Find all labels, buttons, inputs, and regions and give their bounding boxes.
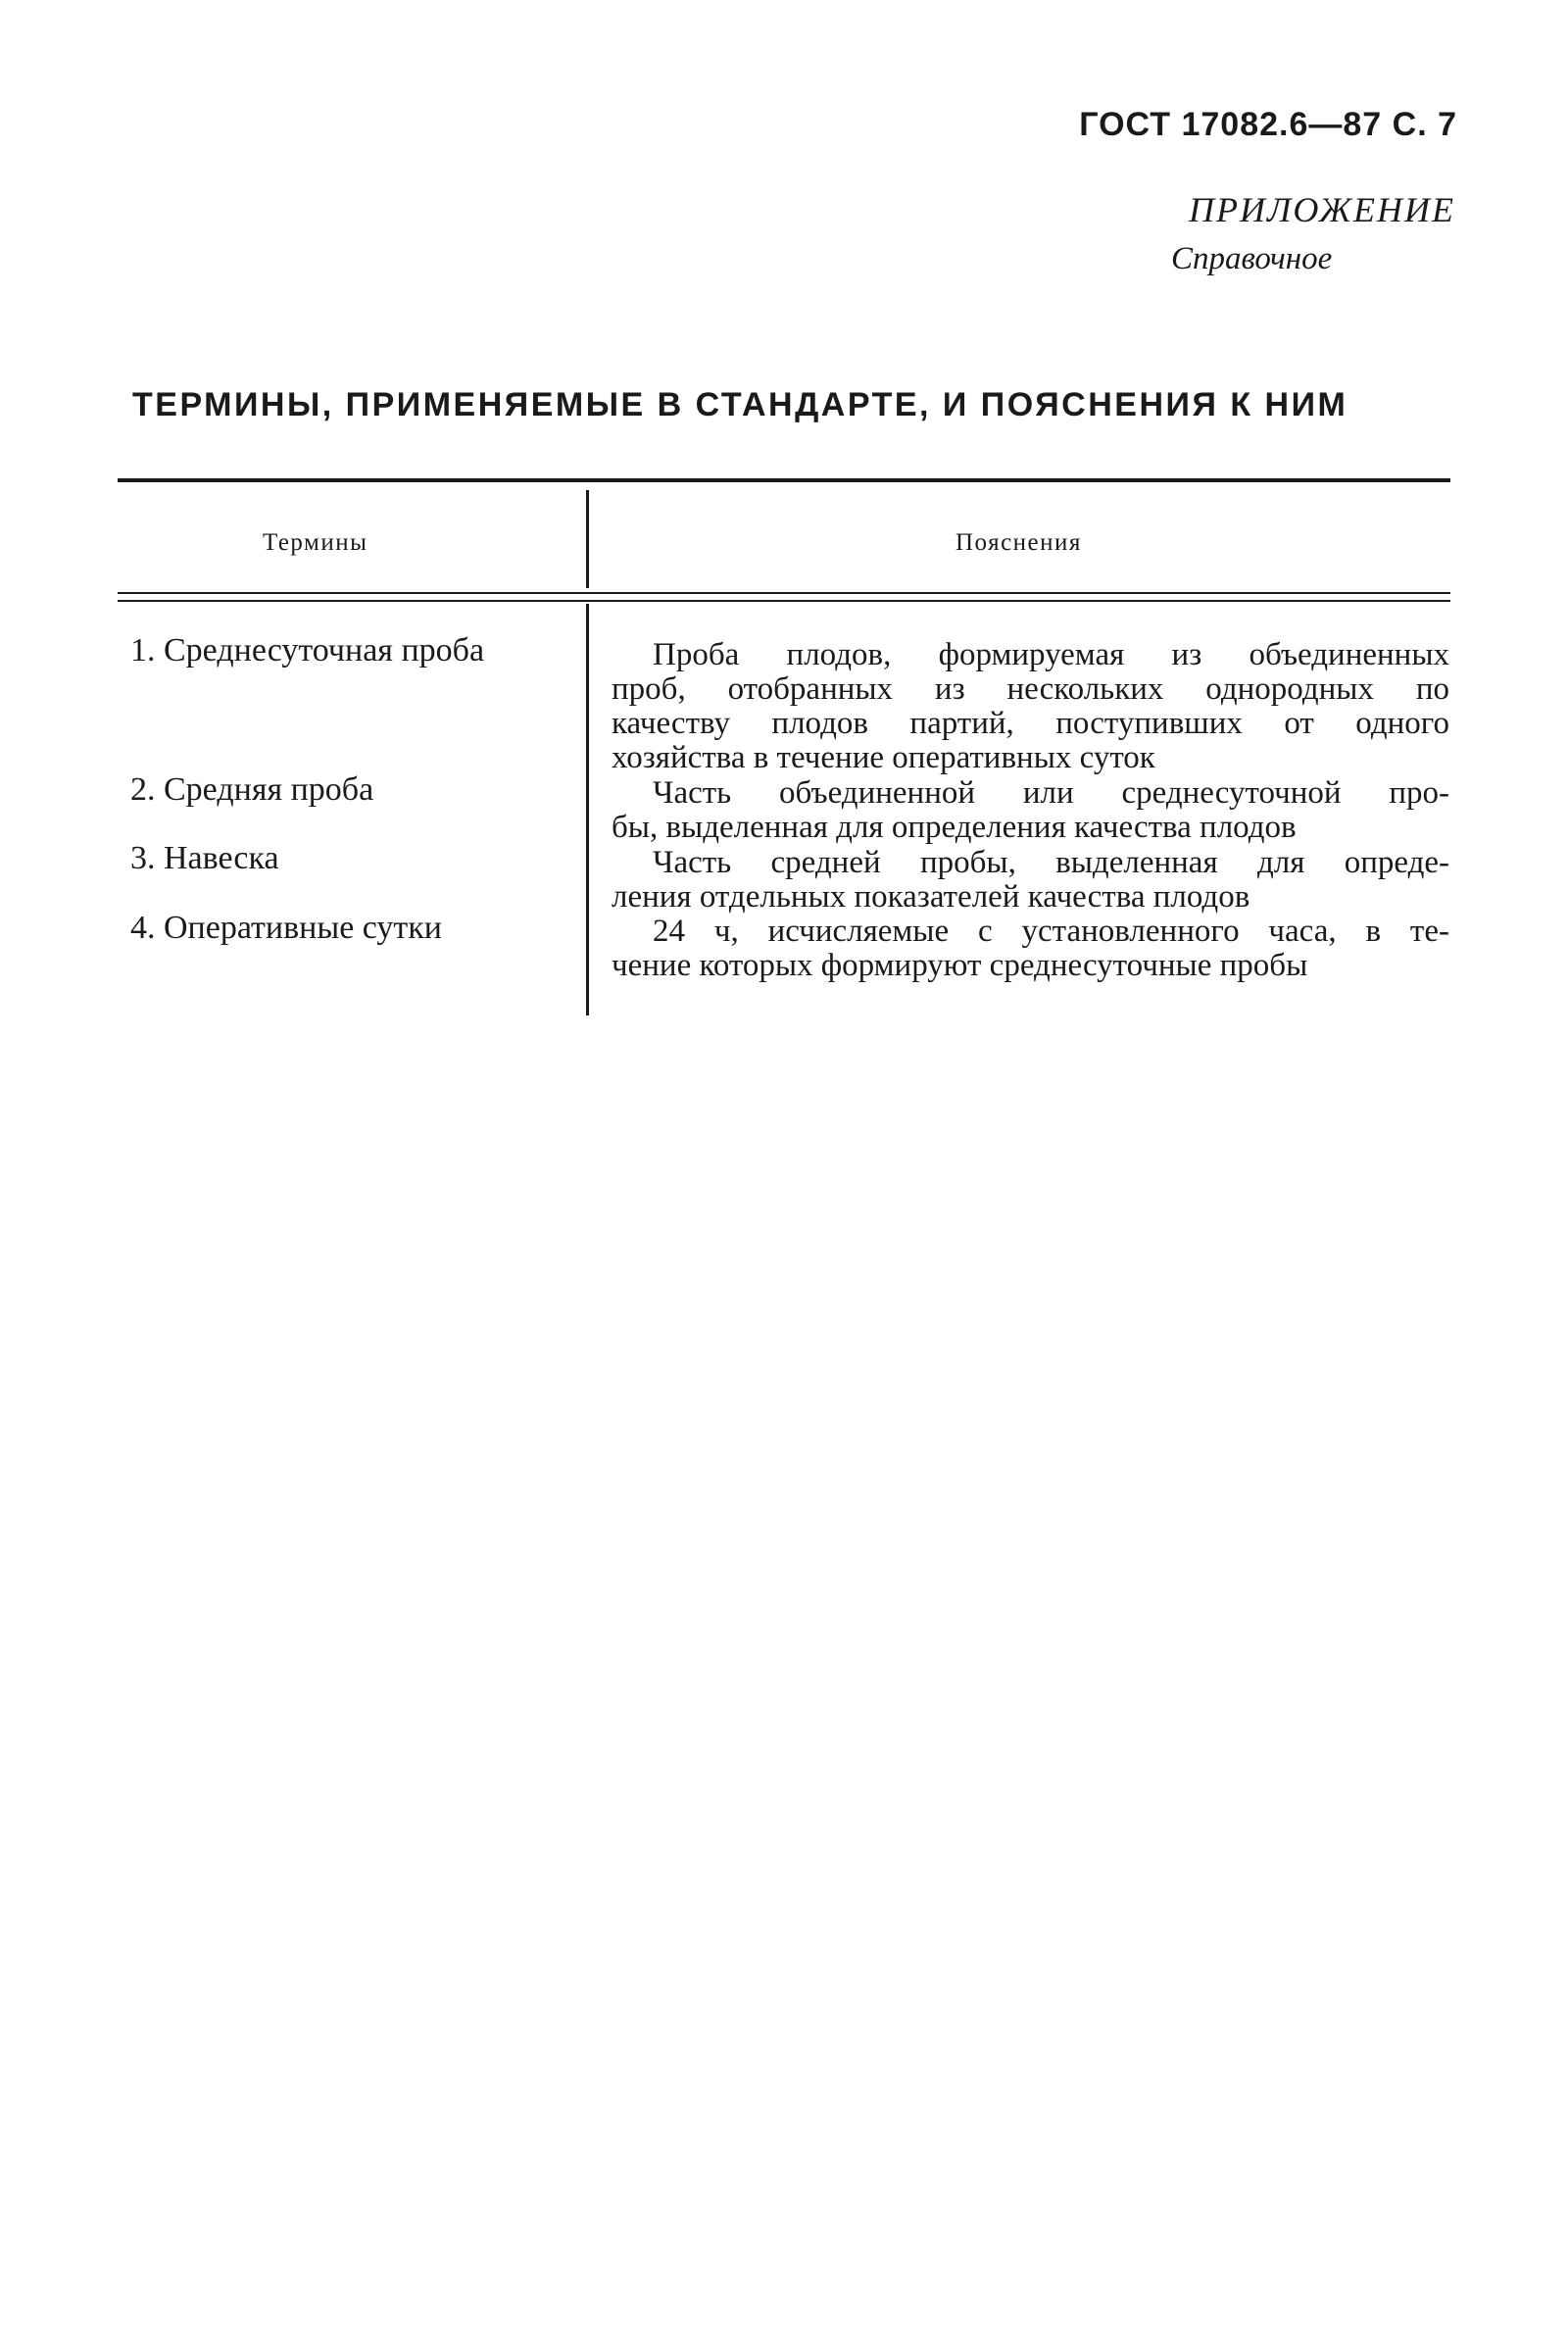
appendix-label: ПРИЛОЖЕНИЕ [1189,190,1455,229]
header-terms: Термины [263,529,368,556]
explanation-cell [612,915,1449,983]
term-cell: 3. Навеска [130,840,279,876]
explanation-line: проб, отобранных из нескольких однородных по [612,671,1449,707]
explanation-line: Проба плодов, формируемая из объединенных [653,637,1449,672]
explanation-line: 24 ч, исчисляемые с установленного часа, в те- [653,914,1449,949]
table-top-rule [118,478,1450,482]
explanation-line: Часть объединенной или среднесуточной про- [653,775,1449,811]
explanation-line: чение которых формируют среднесуточные пробы [612,948,1308,983]
explanation-line: хозяйства в течение оперативных суток [612,740,1155,775]
explanation-cell [612,846,1449,915]
column-divider [586,604,589,1015]
term-cell: 2. Средняя проба [130,771,374,808]
header-explanations: Пояснения [956,529,1082,556]
explanation-cell [612,638,1449,775]
standard-reference: ГОСТ 17082.6—87 С. 7 [1079,106,1457,143]
column-divider [586,490,589,588]
explanation-line: ления отдельных показателей качества плодов [612,879,1250,915]
term-cell: 1. Среднесуточная проба [130,632,485,668]
document-title: ТЕРМИНЫ, ПРИМЕНЯЕМЫЕ В СТАНДАРТЕ, И ПОЯСНЕНИЯ К НИМ [132,386,1348,423]
explanation-line: Часть средней пробы, выделенная для опреде- [653,845,1449,880]
explanation-line: качеству плодов партий, поступивших от одного [612,706,1449,741]
header-rule [118,600,1450,602]
term-cell: 4. Оперативные сутки [130,910,443,946]
explanation-cell [612,776,1449,845]
appendix-type: Справочное [1171,241,1333,276]
header-rule [118,592,1450,594]
explanation-line: бы, выделенная для определения качества плодов [612,810,1297,845]
